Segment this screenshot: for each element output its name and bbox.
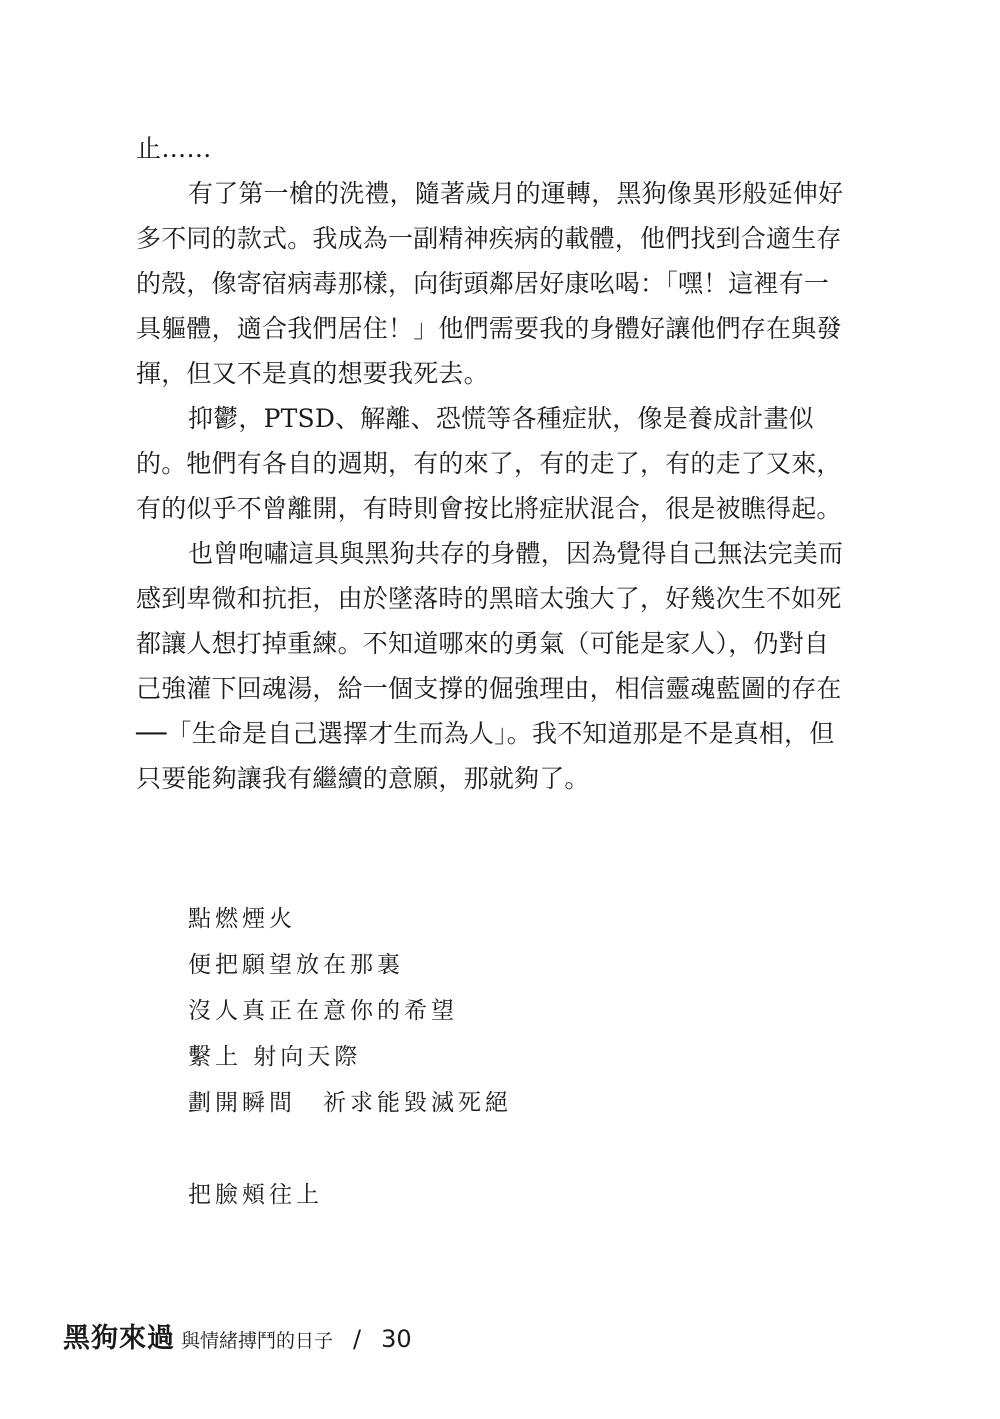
paragraph-continuation: 止…… bbox=[136, 134, 212, 163]
poem-line: 沒人真正在意你的希望 bbox=[188, 998, 458, 1024]
book-subtitle: 與情緒搏鬥的日子 bbox=[181, 1330, 334, 1352]
page-footer bbox=[63, 1316, 412, 1356]
body-text bbox=[136, 126, 848, 801]
poem-line: 點燃煙火 bbox=[188, 906, 296, 932]
page-number: 30 bbox=[381, 1325, 412, 1353]
stanza-break bbox=[188, 1126, 828, 1172]
poem bbox=[188, 896, 828, 1218]
paragraph: 有了第一槍的洗禮，隨著歲月的運轉，黑狗像異形般延伸好多不同的款式。我成為一副精神疾病的載體，他們找到合適生存的殼，像寄宿病毒那樣，向街頭鄰居好康吆喝：「嘿！這裡有一具軀體，適合我們居住！」他們需要我的身體好讓他們存在與發揮，但又不是真的想要我死去。 bbox=[136, 179, 844, 388]
footer-separator: / bbox=[353, 1325, 362, 1353]
poem-line: 繫上 射向天際 bbox=[188, 1044, 362, 1070]
paragraph: 也曾咆嘯這具與黑狗共存的身體，因為覺得自己無法完美而感到卑微和抗拒，由於墜落時的黑暗太強大了，好幾次生不如死都讓人想打掉重練。不知道哪來的勇氣（可能是家人），仍對自己強灌下回魂湯，給一個支撐的倔強理由，相信靈魂藍圖的存在──「生命是自己選擇才生而為人」。我不知道那是不是真相，但只要能夠讓我有繼續的意願，那就夠了。 bbox=[136, 539, 844, 793]
book-title: 黑狗來過 bbox=[63, 1323, 175, 1354]
paragraph: 抑鬱，PTSD、解離、恐慌等各種症狀，像是養成計畫似的。牠們有各自的週期，有的來了，有的走了，有的走了又來，有的似乎不曾離開，有時則會按比將症狀混合，很是被瞧得起。 bbox=[136, 404, 842, 523]
poem-line: 把臉頰往上 bbox=[188, 1182, 323, 1208]
poem-line: 便把願望放在那裏 bbox=[188, 952, 404, 978]
poem-line: 劃開瞬間 祈求能毀滅死絕 bbox=[188, 1090, 512, 1116]
